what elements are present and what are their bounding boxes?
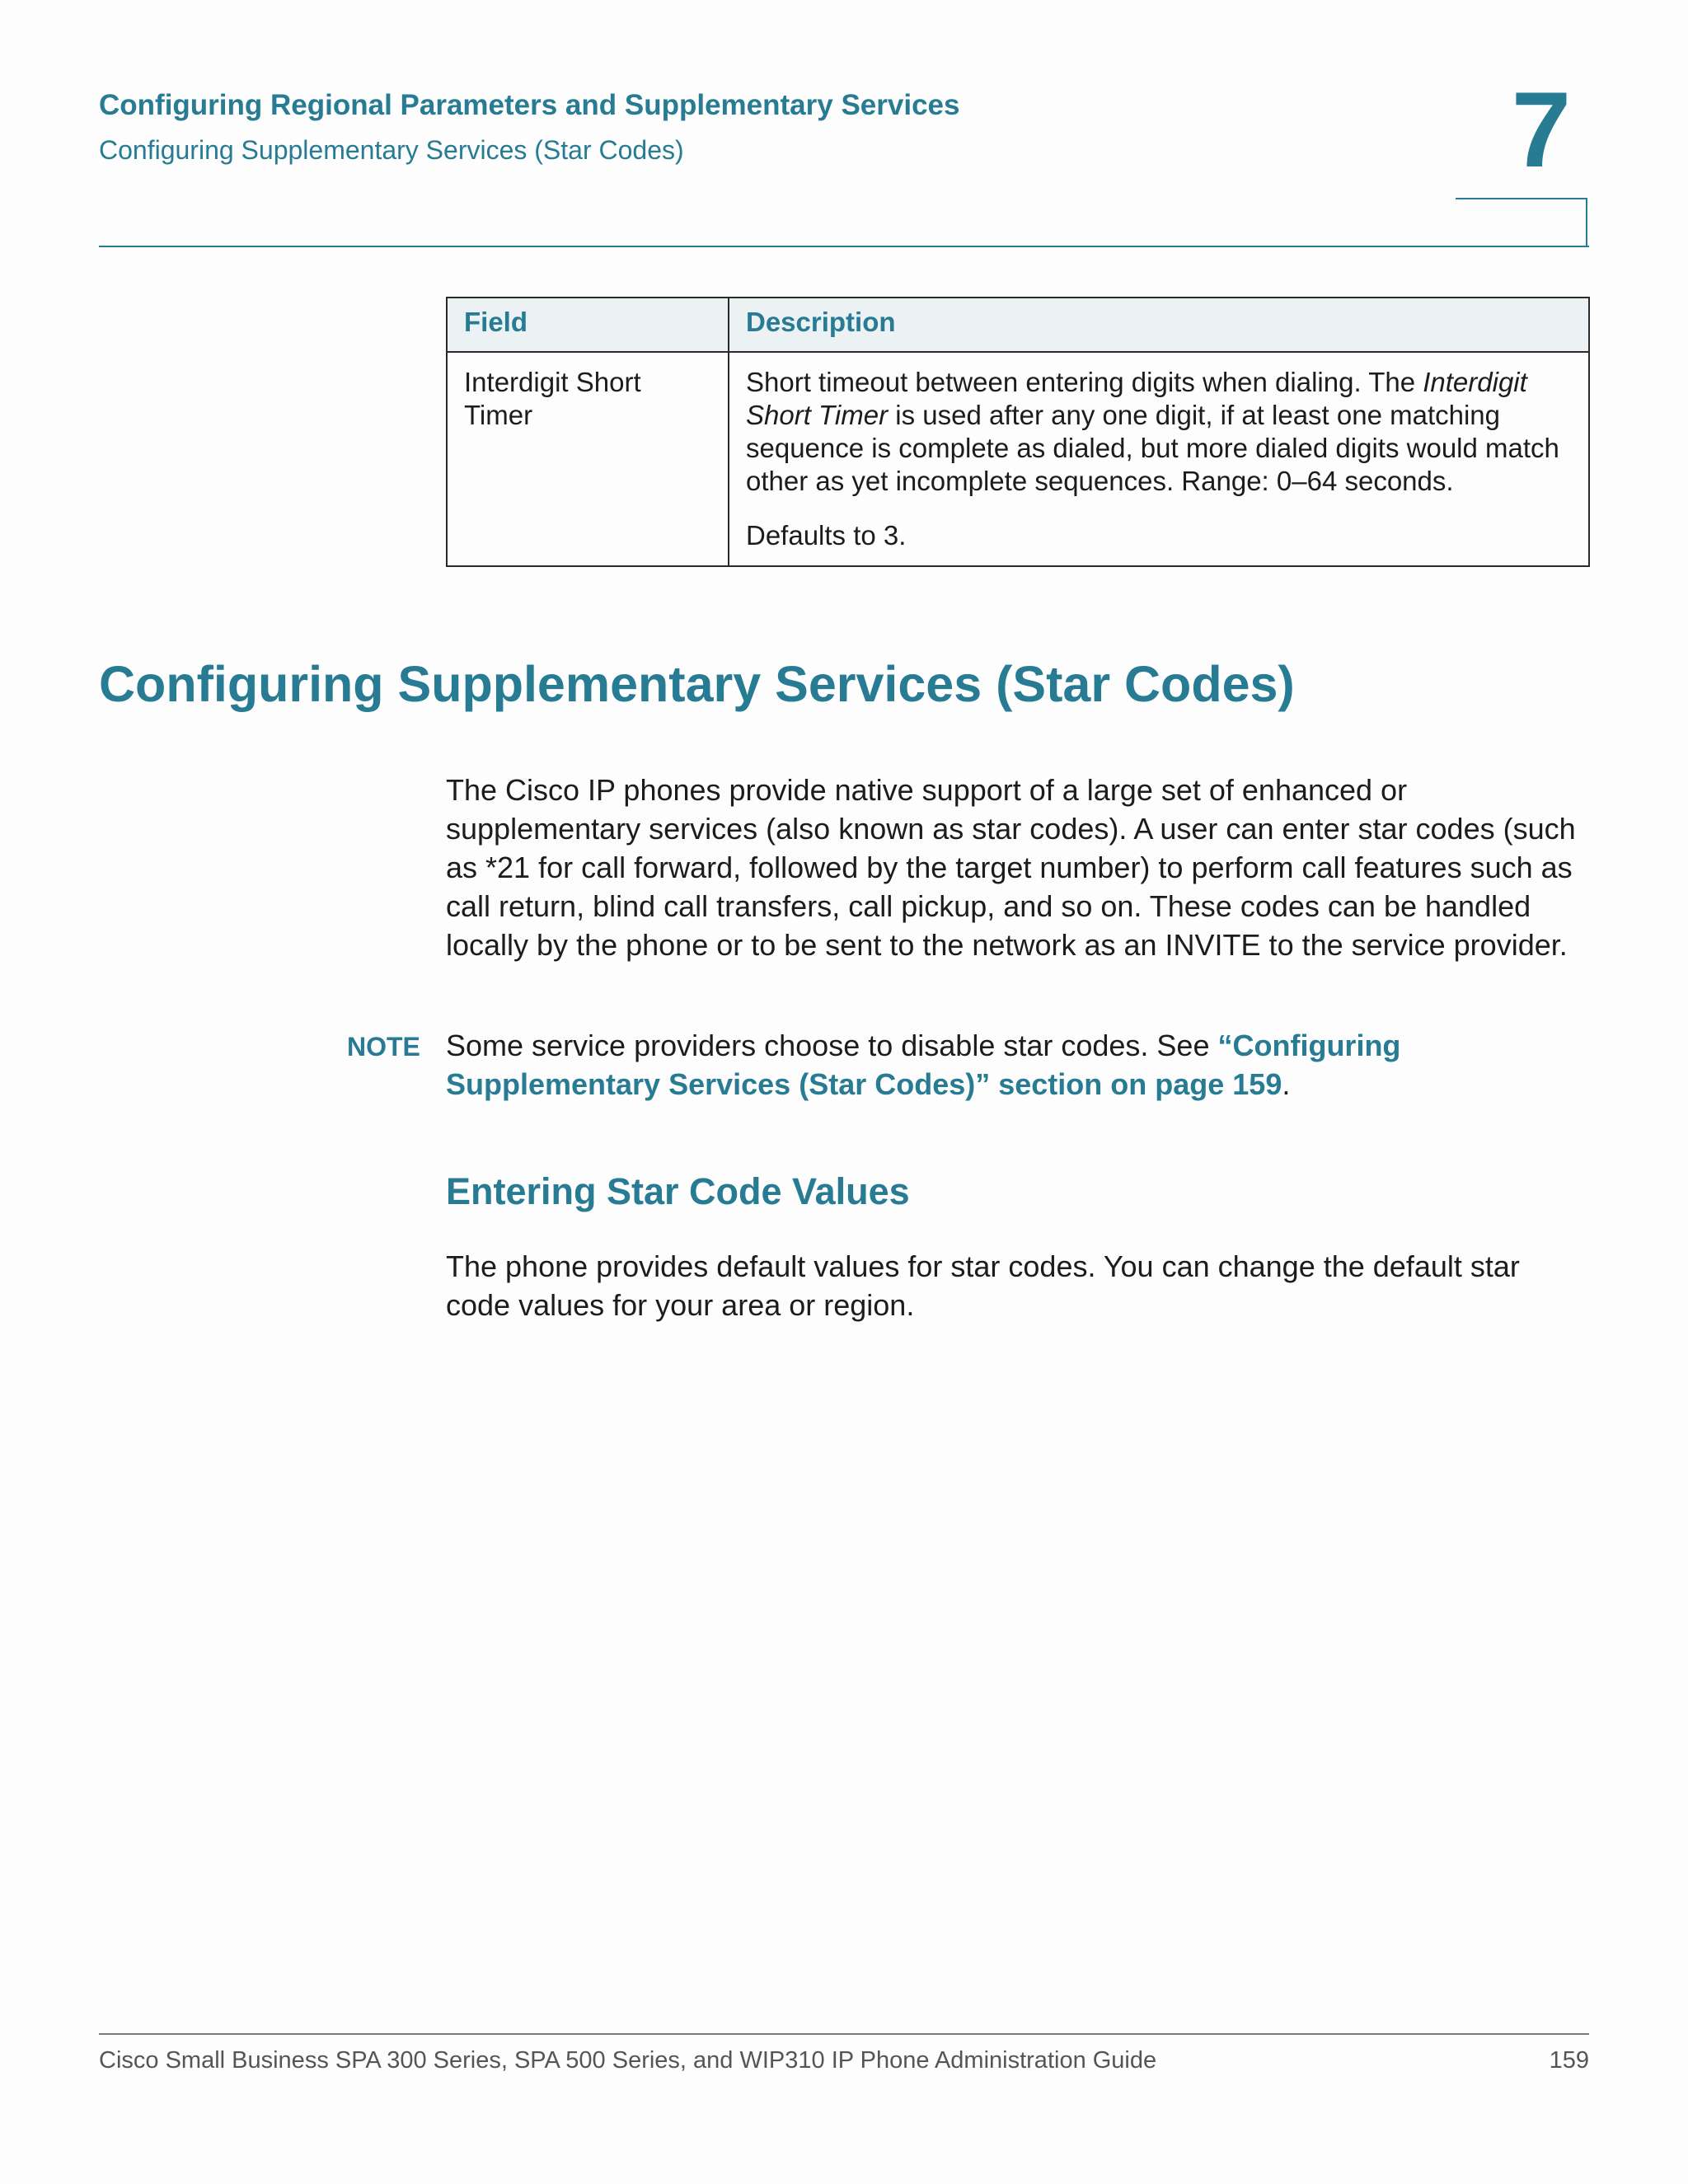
table-header-row <box>447 298 1589 352</box>
section-subtitle: Configuring Supplementary Services (Star Codes) <box>99 135 684 165</box>
note-paragraph <box>446 1026 1592 1104</box>
description-text-term: Interdigit Short Timer <box>746 367 1527 430</box>
description-text <box>746 366 1572 498</box>
header-divider <box>99 246 1589 247</box>
chapter-title: Configuring Regional Parameters and Supplementary Services <box>99 89 960 121</box>
column-header-description: Description <box>729 298 1589 352</box>
footer-guide-title: Cisco Small Business SPA 300 Series, SPA 500 Series, and WIP310 IP Phone Administration Guide <box>99 2047 1157 2074</box>
default-value-text: Defaults to 3. <box>746 520 907 551</box>
chapter-number-frame <box>1456 198 1587 246</box>
note-text: Some service providers choose to disable star codes. See <box>446 1029 1218 1062</box>
column-header-field: Field <box>447 298 729 352</box>
table-row <box>447 352 1589 566</box>
cross-reference-link[interactable]: “Configuring Supplementary Services (Star Codes)” section on page 159 <box>446 1029 1401 1101</box>
note-end: . <box>1282 1067 1291 1101</box>
note-label: NOTE <box>347 1032 420 1062</box>
description-text-start: Short timeout between entering digits when dialing. The <box>746 367 1423 397</box>
section-heading: Configuring Supplementary Services (Star Codes) <box>99 656 1295 712</box>
subsection-heading: Entering Star Code Values <box>446 1170 910 1212</box>
field-name-cell: Interdigit Short Timer <box>447 352 729 566</box>
chapter-number: 7 <box>1511 69 1572 190</box>
subsection-paragraph: The phone provides default values for star codes. You can change the default star code values for your area or region. <box>446 1249 1520 1322</box>
field-description-table <box>446 297 1590 567</box>
footer-divider <box>99 2033 1589 2035</box>
description-text-end: is used after any one digit, if at least one matching sequence is complete as dialed, but more dialed digits would match other as yet incomplete sequences. Range: 0–64 seconds. <box>746 400 1559 496</box>
page-number: 159 <box>1549 2047 1589 2074</box>
description-cell <box>729 352 1589 566</box>
intro-paragraph: The Cisco IP phones provide native support of a large set of enhanced or supplementary services (also known as star codes). A user can enter star codes (such as *21 for call forward, followed by the target number) to perform call features such as call return, blind call transfers, call pickup, and so on. These codes can be handled locally by the phone or to be sent to the network as an INVITE to the service provider. <box>446 773 1576 962</box>
